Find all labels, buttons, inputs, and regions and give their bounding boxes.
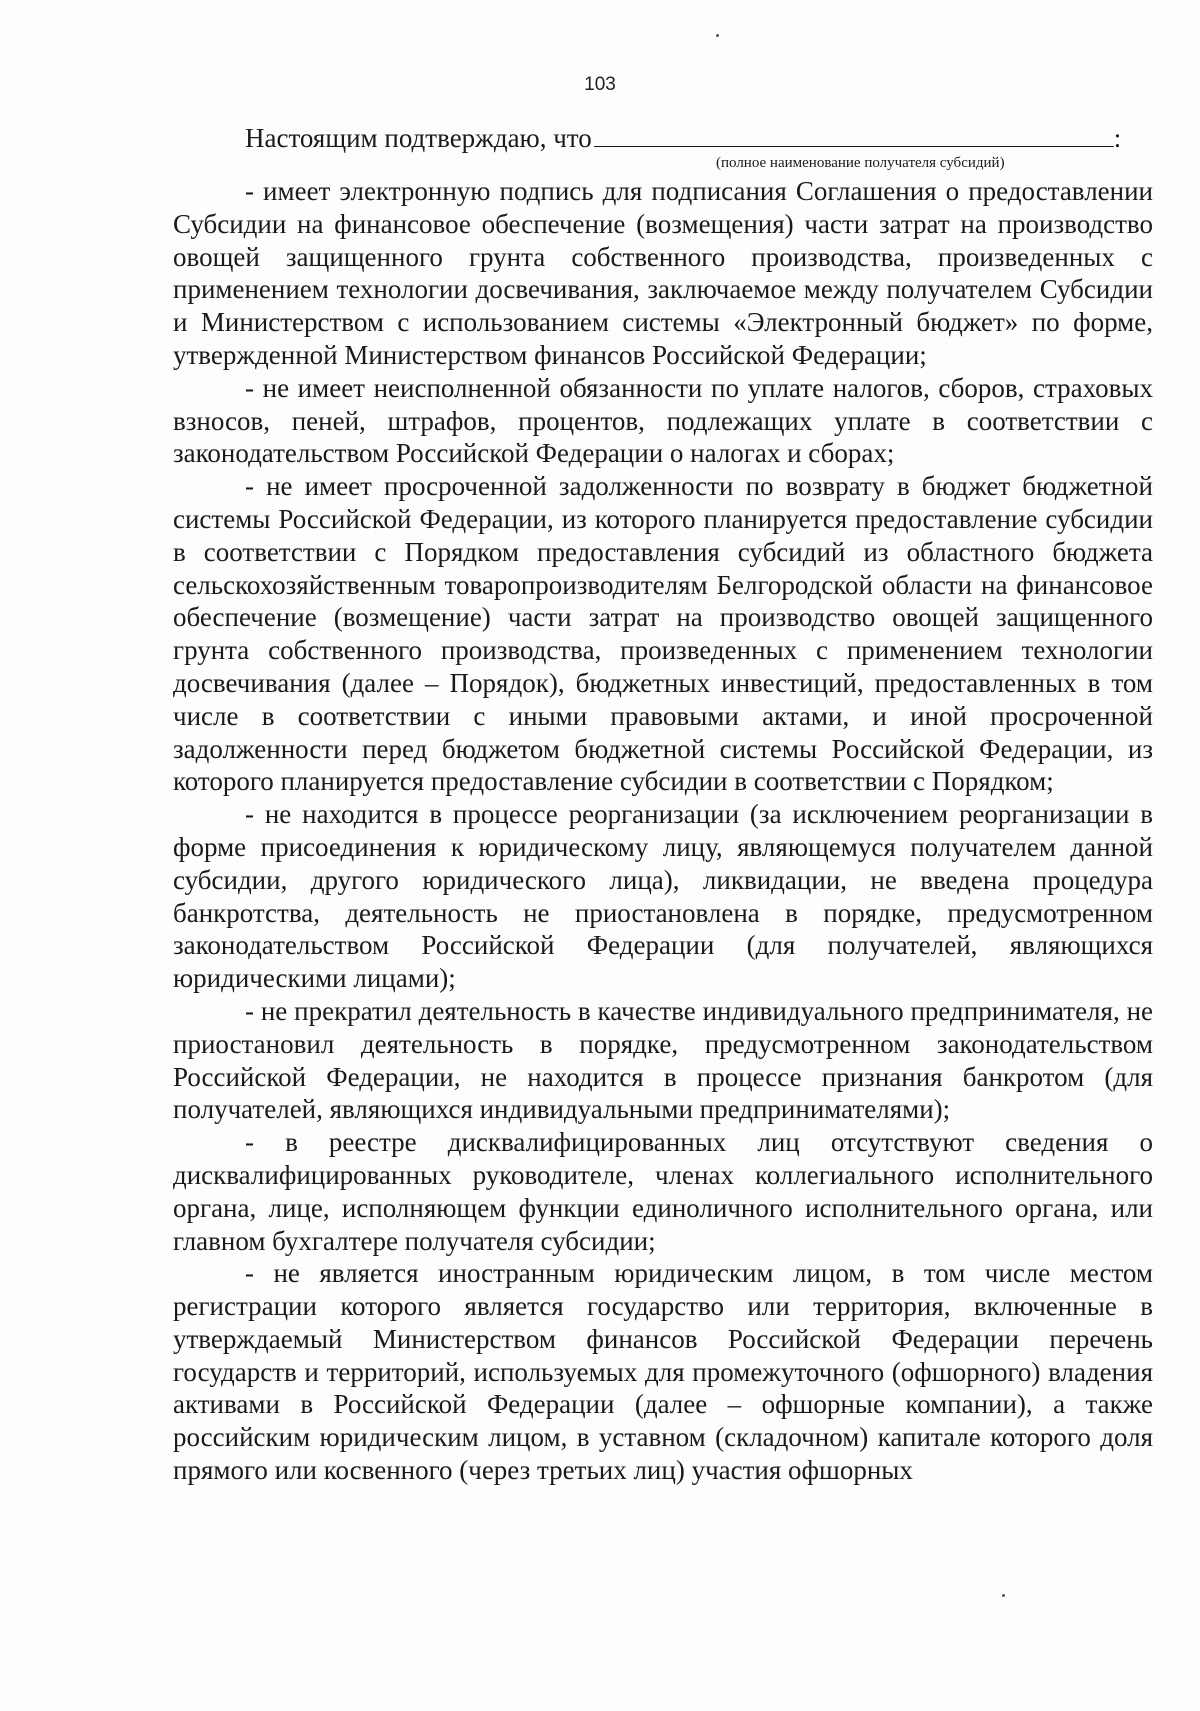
paragraph-not-foreign-entity: - не является иностранным юридическим лицом, в том числе местом регистрации которого является государство или территория, включенные в утверждаемый Министерством финансов Российской Федерации перечень государств и территорий, используемых для промежуточного (офшорного) владения активами в Российской Федерации (далее – офшорные компании), а также российским юридическим лицом, в уставном (складочном) капитале которого доля прямого или косвенного (через третьих лиц) участия офшорных [173, 1258, 1153, 1486]
document-body [173, 175, 1153, 1487]
paragraph-not-reorganizing: - не находится в процессе реорганизации (за исключением реорганизации в форме присоединения к юридическому лицу, являющемуся получателем данной субсидии, другого юридического лица), ликвидации, не введена процедура банкротства, деятельность не приостановлена в порядке, предусмотренном законодательством Российской Федерации (для получателей, являющихся юридическими лицами); [173, 799, 1153, 994]
confirmation-line [245, 122, 1150, 154]
confirmation-text: Настоящим подтверждаю, что [245, 123, 592, 153]
paragraph-no-tax-debt: - не имеет неисполненной обязанности по уплате налогов, сборов, страховых взносов, пеней, штрафов, процентов, подлежащих уплате в соответствии с законодательством Российской Федерации о налогах и сборах; [173, 372, 1153, 469]
paragraph-no-overdue-debt: - не имеет просроченной задолженности по возврату в бюджет бюджетной системы Российской Федерации, из которого планируется предоставление субсидии в соответствии с Порядком предоставления субсидий из областного бюджета сельскохозяйственным товаропроизводителям Белгородской области на финансовое обеспечение (возмещение) части затрат на производство овощей защищенного грунта собственного производства, произведенных с применением технологии досвечивания (далее – Порядок), бюджетных инвестиций, предоставленных в том числе в соответствии с иными правовыми актами, и иной просроченной задолженности перед бюджетом бюджетной системы Российской Федерации, из которого планируется предоставление субсидии в соответствии с Порядком; [173, 471, 1153, 797]
blank-caption: (полное наименование получателя субсидий) [716, 155, 1005, 171]
scan-speck [1002, 1594, 1005, 1597]
paragraph-disqualified-registry: - в реестре дисквалифицированных лиц отсутствуют сведения о дисквалифицированных руководителе, членах коллегиального исполнительного органа, лице, исполняющем функции единоличного исполнительного органа, или главном бухгалтере получателя субсидии; [173, 1127, 1153, 1256]
page-number: 103 [584, 74, 616, 95]
scan-speck [716, 34, 719, 37]
paragraph-electronic-signature: - имеет электронную подпись для подписания Соглашения о предоставлении Субсидии на финансовое обеспечение (возмещения) части затрат на производство овощей защищенного грунта собственного производства, произведенных с применением технологии досвечивания, заключаемое между получателем Субсидии и Министерством с использованием системы «Электронный бюджет» по форме, утвержденной Министерством финансов Российской Федерации; [173, 176, 1153, 370]
recipient-name-blank [594, 122, 1114, 147]
confirmation-colon: : [1113, 123, 1122, 153]
paragraph-entrepreneur-active: - не прекратил деятельность в качестве индивидуального предпринимателя, не приостановил деятельность в порядке, предусмотренном законодательством Российской Федерации, не находится в процессе признания банкротом (для получателей, являющихся индивидуальными предпринимателями); [173, 995, 1153, 1125]
